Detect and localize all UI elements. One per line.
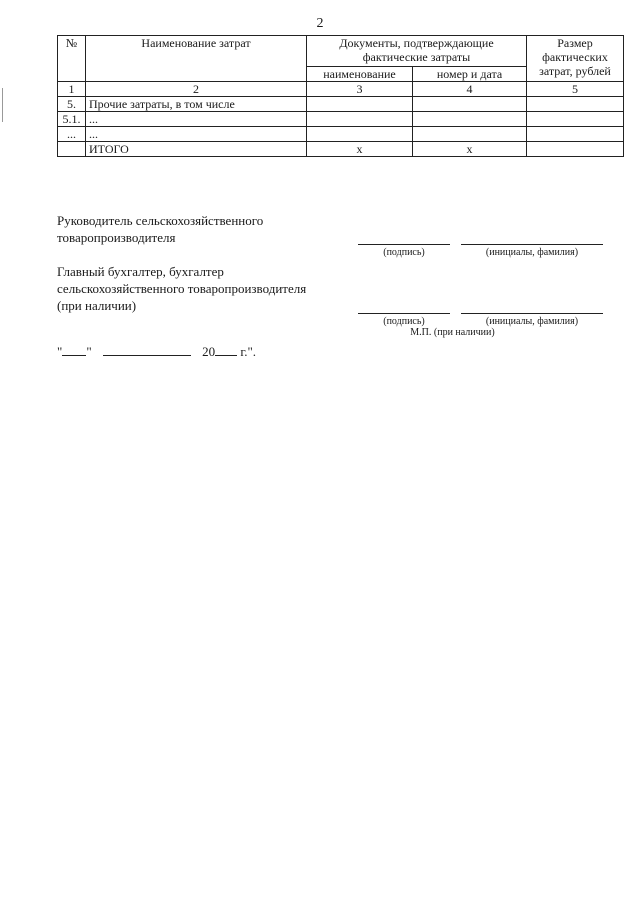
table-total-row [58, 142, 624, 157]
head-title [57, 212, 263, 246]
stamp-note: М.П. (при наличии) [410, 327, 495, 338]
row-doc-number [413, 97, 527, 112]
row-name: ... [86, 127, 307, 142]
accountant-signature-line [358, 313, 450, 314]
scan-edge-mark [2, 88, 3, 122]
year-prefix: 20 [202, 344, 216, 359]
index-cell: 5 [527, 82, 624, 97]
index-cell: 1 [58, 82, 86, 97]
accountant-line2: сельскохозяйственного товаропроизводителя [57, 281, 307, 296]
year-blank [215, 343, 237, 356]
accountant-initials-caption: (инициалы, фамилия) [485, 316, 579, 327]
date-quote-close: " [86, 344, 92, 359]
row-doc-name [307, 112, 413, 127]
row-amount [527, 97, 624, 112]
header-docs: Документы, подтверждающие фактические затраты [307, 36, 527, 67]
accountant-title [57, 263, 306, 314]
row-num: 5. [58, 97, 86, 112]
table-row [58, 112, 624, 127]
row-amount [527, 127, 624, 142]
accountant-signature-caption: (подпись) [383, 316, 425, 327]
date-suffix: г.". [240, 344, 257, 359]
index-cell: 3 [307, 82, 413, 97]
row-num [58, 142, 86, 157]
row-doc-name [307, 127, 413, 142]
header-amount: Размер фактических затрат, рублей [527, 36, 624, 82]
accountant-initials-line [461, 313, 603, 314]
head-initials-caption: (инициалы, фамилия) [485, 247, 579, 258]
day-blank [62, 343, 86, 356]
table-header-row [58, 36, 624, 67]
row-name: ИТОГО [86, 142, 307, 157]
index-cell: 2 [86, 82, 307, 97]
header-name: Наименование затрат [86, 36, 307, 82]
head-signature-line [358, 244, 450, 245]
row-doc-number [413, 112, 527, 127]
date-line [57, 343, 256, 360]
row-doc-name: x [307, 142, 413, 157]
head-initials-line [461, 244, 603, 245]
row-name: ... [86, 112, 307, 127]
page-number: 2 [316, 16, 324, 31]
table-index-row [58, 82, 624, 97]
date-quote-open: " [57, 344, 63, 359]
row-num: ... [58, 127, 86, 142]
row-amount [527, 142, 624, 157]
row-doc-number [413, 127, 527, 142]
head-title-line2: товаропроизводителя [57, 230, 176, 245]
accountant-line1: Главный бухгалтер, бухгалтер [57, 264, 224, 279]
row-doc-number: x [413, 142, 527, 157]
row-doc-name [307, 97, 413, 112]
accountant-line3: (при наличии) [57, 298, 137, 313]
table-row [58, 127, 624, 142]
row-name: Прочие затраты, в том числе [86, 97, 307, 112]
row-num: 5.1. [58, 112, 86, 127]
index-cell: 4 [413, 82, 527, 97]
head-title-line1: Руководитель сельскохозяйственного [57, 213, 264, 228]
table-row [58, 97, 624, 112]
header-num: № [58, 36, 86, 82]
month-blank [103, 343, 191, 356]
row-amount [527, 112, 624, 127]
head-signature-caption: (подпись) [383, 247, 425, 258]
header-docs-number: номер и дата [413, 67, 527, 82]
header-docs-name: наименование [307, 67, 413, 82]
costs-table [57, 35, 624, 157]
